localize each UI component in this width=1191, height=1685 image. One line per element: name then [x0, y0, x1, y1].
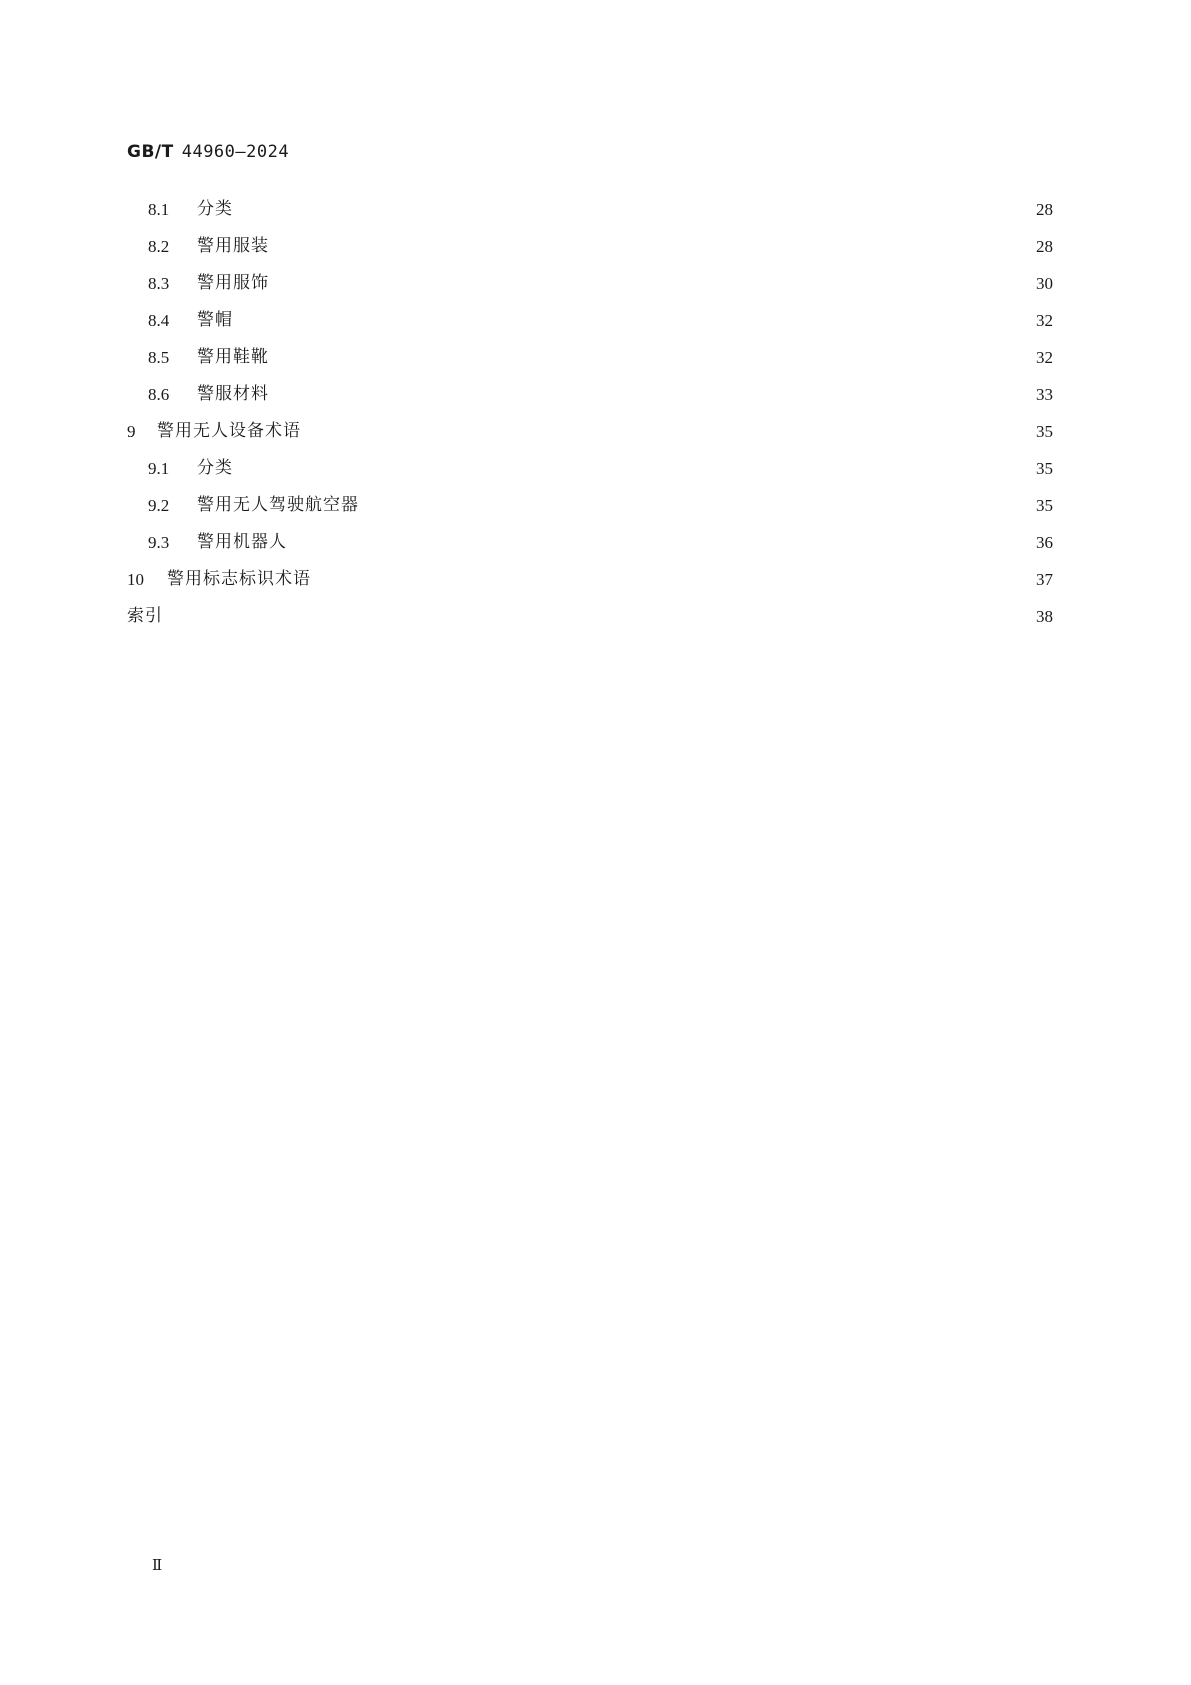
document-header	[127, 142, 289, 162]
toc-section-number: 8.6	[148, 385, 170, 404]
toc-title: 警用机器人	[197, 532, 287, 552]
toc-title: 警用服装	[197, 236, 269, 256]
toc-entry[interactable]	[127, 376, 1053, 413]
toc-page-number: 35	[1036, 496, 1053, 515]
toc-page-number: 32	[1036, 348, 1053, 367]
toc-page-number: 35	[1036, 459, 1053, 478]
toc-entry[interactable]	[127, 191, 1053, 228]
toc-section-number: 8.3	[148, 274, 170, 293]
toc-dot-leader	[275, 228, 1025, 265]
footer-page-number: Ⅱ	[152, 1556, 163, 1574]
toc-dot-leader	[275, 376, 1025, 413]
toc-section-number: 9.1	[148, 459, 170, 478]
toc-page-number: 30	[1036, 274, 1053, 293]
toc-section-number: 8.5	[148, 348, 170, 367]
toc-section-number: 9	[127, 422, 136, 441]
toc-title: 警服材料	[197, 384, 269, 404]
toc-title: 警用鞋靴	[197, 347, 269, 367]
toc-page-number: 33	[1036, 385, 1053, 404]
toc-entry[interactable]	[127, 561, 1053, 598]
standard-code: GB/T	[127, 142, 174, 162]
toc-dot-leader	[325, 561, 1025, 598]
toc-entry[interactable]	[127, 339, 1053, 376]
toc-dot-leader	[293, 524, 1025, 561]
toc-title: 警帽	[197, 310, 233, 330]
toc-entry[interactable]	[127, 228, 1053, 265]
toc-dot-leader	[175, 598, 1025, 635]
toc-page-number: 28	[1036, 237, 1053, 256]
toc-title: 警用服饰	[197, 273, 269, 293]
toc-dot-leader	[303, 413, 1025, 450]
toc-page-number: 32	[1036, 311, 1053, 330]
toc-section-number: 9.3	[148, 533, 170, 552]
toc-dot-leader	[239, 191, 1025, 228]
toc-title: 分类	[197, 199, 233, 219]
toc-page-number: 38	[1036, 607, 1053, 626]
toc-entry[interactable]	[127, 413, 1053, 450]
toc-dot-leader	[369, 487, 1025, 524]
toc-title: 警用无人驾驶航空器	[197, 495, 359, 515]
toc-dot-leader	[275, 339, 1025, 376]
toc-dot-leader	[275, 265, 1025, 302]
toc-section-number: 10	[127, 570, 144, 589]
toc-page-number: 35	[1036, 422, 1053, 441]
toc-entry[interactable]	[127, 524, 1053, 561]
toc-page-number: 36	[1036, 533, 1053, 552]
toc-title: 分类	[197, 458, 233, 478]
toc-page-number: 37	[1036, 570, 1053, 589]
toc-section-number: 9.2	[148, 496, 170, 515]
toc-entry[interactable]	[127, 487, 1053, 524]
toc-title: 警用标志标识术语	[167, 569, 311, 589]
toc-dot-leader	[239, 450, 1025, 487]
toc-title: 索引	[127, 606, 163, 626]
table-of-contents	[127, 191, 1053, 635]
toc-entry[interactable]	[127, 265, 1053, 302]
standard-number: 44960—2024	[181, 142, 290, 162]
toc-section-number: 8.2	[148, 237, 170, 256]
toc-section-number: 8.1	[148, 200, 170, 219]
toc-entry[interactable]	[127, 598, 1053, 635]
toc-entry[interactable]	[127, 302, 1053, 339]
toc-entry[interactable]	[127, 450, 1053, 487]
toc-section-number: 8.4	[148, 311, 170, 330]
toc-title: 警用无人设备术语	[157, 421, 301, 441]
toc-page-number: 28	[1036, 200, 1053, 219]
toc-dot-leader	[239, 302, 1025, 339]
